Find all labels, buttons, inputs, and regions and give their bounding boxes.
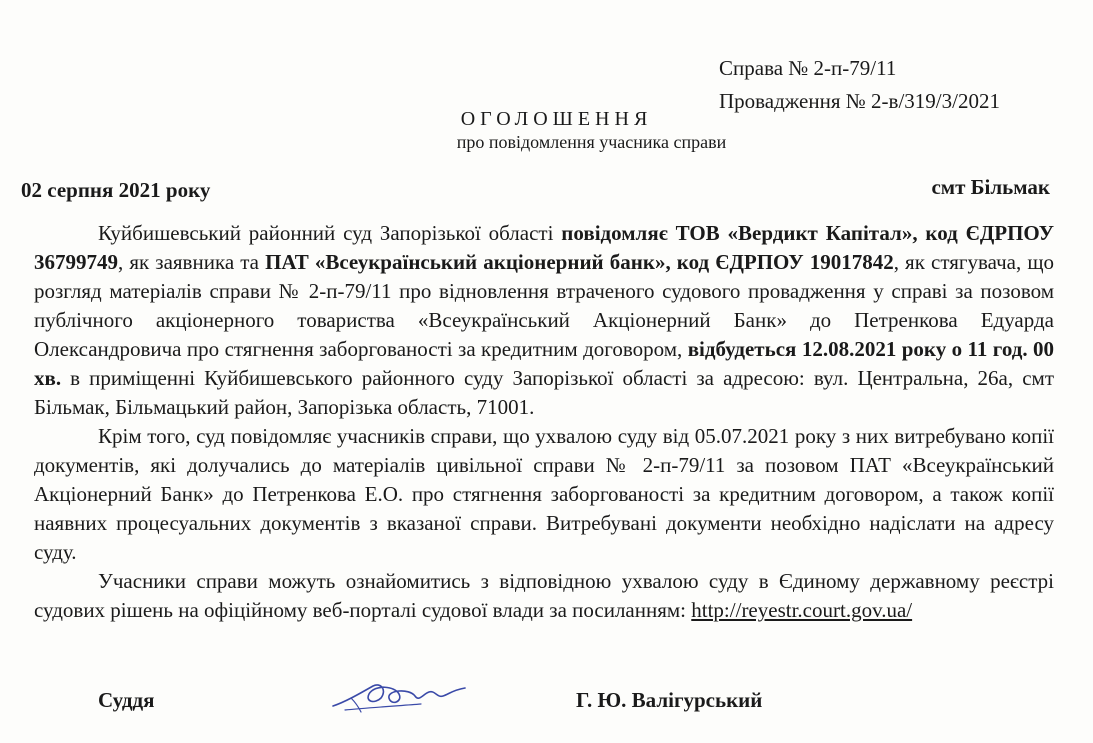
case-number: Справа № 2-п-79/11 (719, 56, 897, 80)
paragraph-text: , як стягувача, що розгляд матеріалів справи № 2-п-79/11 про відновлення втраченого судового провадження у справі за позовом публічного акціонерного товариства «Всеукраїнський Акціонерний Банк» до Петренкова Едуарда Олександровича про стягнення заборгованості за кредитним договором, (34, 250, 1054, 361)
hearing-datetime: відбудеться 12.08.2021 року о 11 год. 00 хв. (34, 337, 1054, 390)
paragraph-text: Куйбишевський районний суд Запорізької області (98, 221, 562, 245)
judge-label: Суддя (98, 688, 155, 712)
paragraph-text: Учасники справи можуть ознайомитись з відповідною ухвалою суду в Єдиному державному реєстрі судових рішень на офіційному веб-порталі судової влади за посиланням: (34, 569, 1054, 622)
proceeding-number: Провадження № 2-в/319/3/2021 (719, 89, 1000, 113)
paragraph-text: в приміщенні Куйбишевського районного суду Запорізької області за адресою: вул. Центральна, 26а, смт Більмак, Більмацький район, Запорізька область, 71001. (34, 366, 1054, 419)
paragraph-documents: Крім того, суд повідомляє учасників справи, що ухвалою суду від 05.07.2021 року з них витребувано копії документів, які долучались до матеріалів цивільної справи № 2-п-79/11 за позовом ПАТ «Всеукраїнський Акціонерний Банк» до Петренкова Е.О. про стягнення заборгованості за кредитним договором, а також копії наявних процесуальних документів з вказаної справи. Витребувані документи необхідно надіслати на адресу суду. (34, 424, 1054, 564)
notice-subtitle: про повідомлення учасника справи (456, 132, 727, 152)
notice-body (34, 219, 1054, 625)
signature-block (0, 688, 1093, 728)
bold-text: ПАТ «Всеукраїнський акціонерний банк», код ЄДРПОУ 19017842 (265, 250, 894, 274)
judge-name: Г. Ю. Валігурський (576, 688, 763, 712)
bold-text: повідомляє ТОВ «Вердикт Капітал», код ЄДРПОУ 36799749 (34, 221, 1054, 274)
notice-date: 02 серпня 2021 року (21, 178, 211, 202)
handwritten-signature (325, 672, 475, 718)
notice-title: ОГОЛОШЕННЯ (460, 108, 653, 130)
notice-place: смт Більмак (931, 175, 1050, 199)
paragraph-hearing (34, 219, 1054, 422)
paragraph-registry (34, 567, 1054, 625)
paragraph-text: , як заявника та (118, 250, 266, 274)
registry-link[interactable]: http://reyestr.court.gov.ua/ (691, 598, 913, 622)
